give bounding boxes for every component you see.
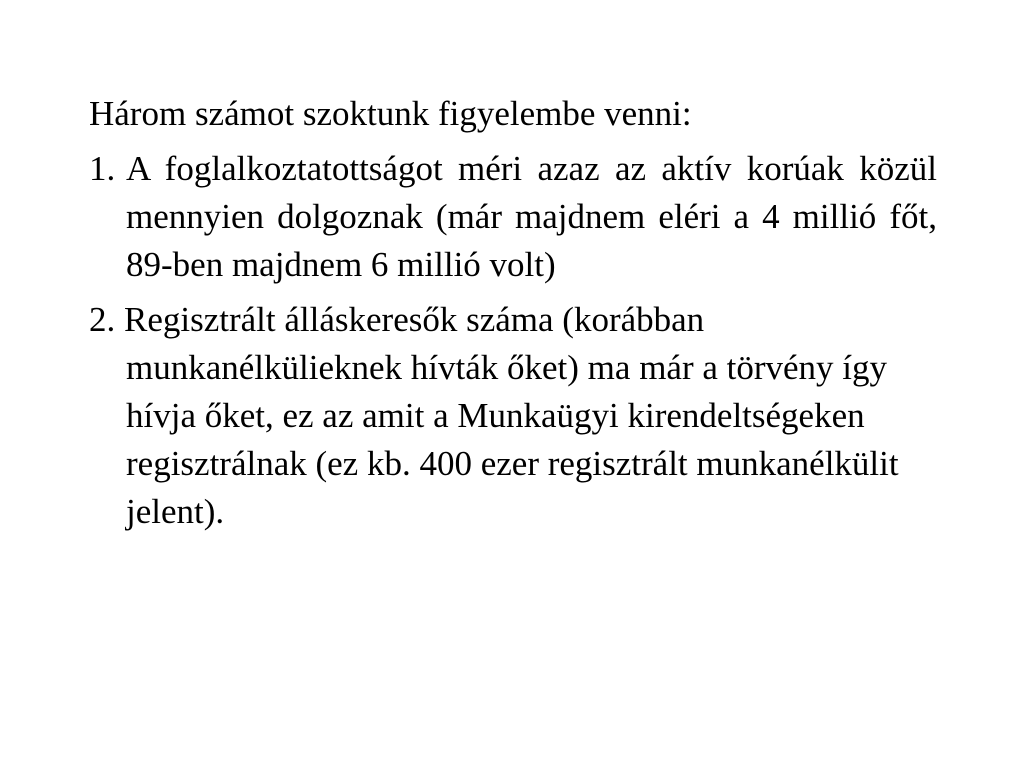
- list-item-text: A foglalkoztatottságot méri azaz az aktív korúak közül mennyien dolgoznak (már majdnem eléri a 4 millió főt, 89-ben majdnem 6 millió volt): [126, 149, 937, 284]
- list-item-2: [89, 296, 937, 536]
- intro-text: Három számot szoktunk figyelembe venni:: [89, 94, 692, 133]
- list-item-text-wrapper: [89, 296, 937, 536]
- list-item-1: [89, 145, 937, 289]
- slide-content: [89, 90, 937, 543]
- list-item-number: 1.: [89, 149, 116, 188]
- list-item-text: Regisztrált álláskeresők száma (korábban munkanélkülieknek hívták őket) ma már a törvény így hívja őket, ez az amit a Munkaügyi kirendeltségeken regisztrálnak (ez kb. 400 ezer regisztrált munkanélkülit jelent).: [124, 300, 899, 531]
- list-item-number: 2.: [89, 300, 116, 339]
